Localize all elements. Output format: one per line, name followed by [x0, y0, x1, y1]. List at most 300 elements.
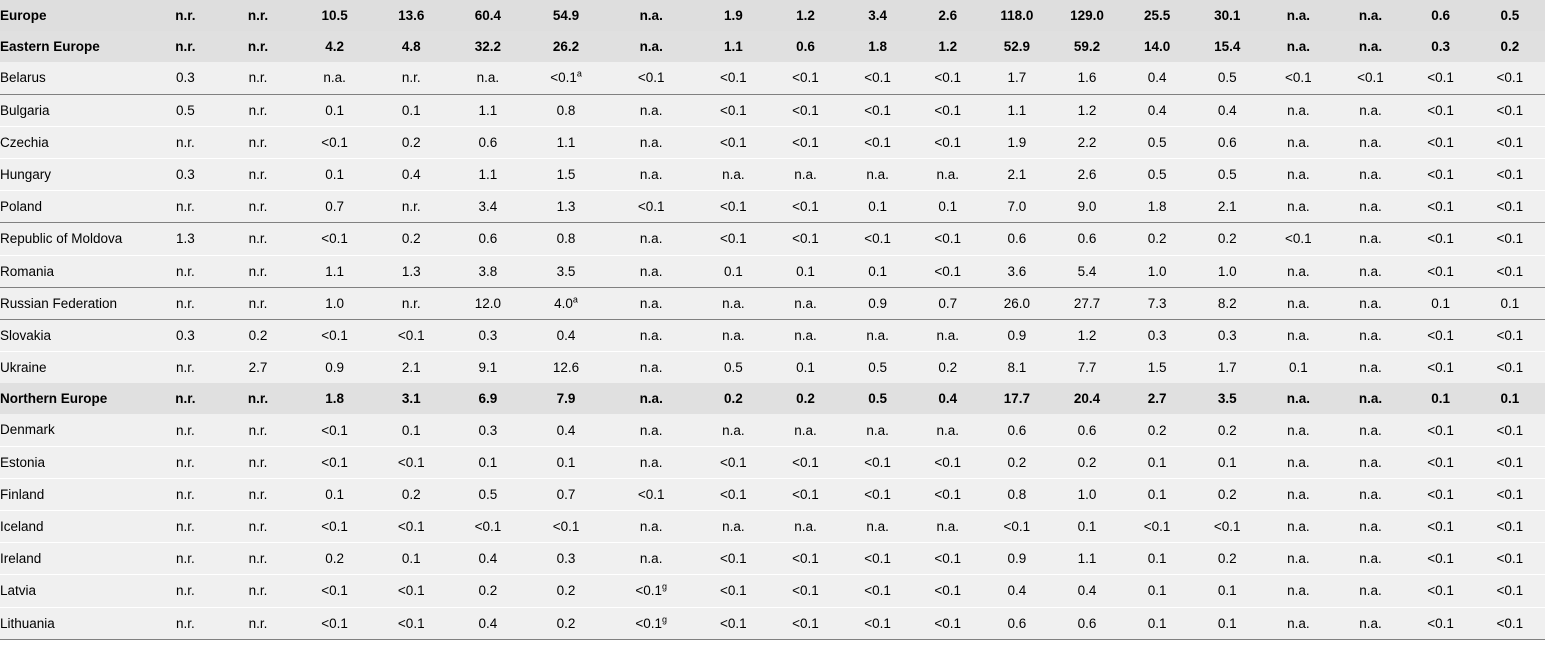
table-cell: <0.1 [1475, 126, 1545, 158]
table-cell: n.a. [605, 319, 697, 351]
table-cell: n.r. [150, 352, 220, 384]
table-cell: <0.1 [605, 478, 697, 510]
table-cell: n.a. [1334, 0, 1406, 31]
table-cell: n.a. [1262, 543, 1334, 575]
table-cell: 0.1 [374, 414, 449, 446]
table-cell: <0.1 [914, 575, 982, 607]
table-cell: 54.9 [527, 0, 605, 31]
table-cell: 9.1 [449, 352, 527, 384]
table-cell: n.r. [220, 0, 295, 31]
table-cell: n.r. [150, 126, 220, 158]
table-cell: n.a. [1334, 543, 1406, 575]
table-cell: 0.9 [842, 287, 914, 319]
table-cell: <0.1 [914, 255, 982, 287]
table-cell: n.a. [1334, 287, 1406, 319]
table-cell: n.r. [374, 287, 449, 319]
table-cell: <0.1$^a$ [527, 62, 605, 94]
table-cell: n.r. [150, 287, 220, 319]
table-cell: n.a. [1334, 255, 1406, 287]
table-cell: n.r. [220, 607, 295, 639]
table-cell: 32.2 [449, 31, 527, 62]
table-cell: n.a. [1262, 94, 1334, 126]
table-cell: 1.1 [1052, 543, 1122, 575]
table-cell: n.a. [1262, 191, 1334, 223]
table-cell: 0.2 [1192, 223, 1262, 255]
row-label: Ireland [0, 543, 150, 575]
table-cell: n.a. [769, 319, 841, 351]
row-label: Ukraine [0, 352, 150, 384]
table-cell: n.a. [914, 511, 982, 543]
row-label: Estonia [0, 446, 150, 478]
table-cell: <0.1 [1407, 478, 1475, 510]
table-cell: 4.0$^a$ [527, 287, 605, 319]
table-cell: n.a. [605, 383, 697, 414]
table-cell: <0.1 [296, 446, 374, 478]
table-cell: n.r. [150, 255, 220, 287]
table-cell: 8.2 [1192, 287, 1262, 319]
table-cell: 1.0 [1122, 255, 1192, 287]
table-row [0, 575, 1545, 607]
table-cell: <0.1 [1475, 575, 1545, 607]
table-cell: n.a. [914, 158, 982, 190]
table-cell: 1.8 [842, 31, 914, 62]
table-cell: 129.0 [1052, 0, 1122, 31]
table-cell: n.r. [220, 62, 295, 94]
table-cell: 3.6 [982, 255, 1052, 287]
table-cell: 2.7 [1122, 383, 1192, 414]
table-cell: <0.1 [769, 607, 841, 639]
table-cell: 0.2 [374, 223, 449, 255]
table-cell: 0.1 [1475, 383, 1545, 414]
table-cell: 0.3 [1192, 319, 1262, 351]
table-cell: 1.0 [1192, 255, 1262, 287]
table-cell: n.a. [605, 94, 697, 126]
table-cell: n.r. [220, 575, 295, 607]
table-cell: n.r. [150, 0, 220, 31]
table-cell: <0.1 [1407, 575, 1475, 607]
table-cell: <0.1 [1475, 446, 1545, 478]
table-cell: <0.1 [914, 607, 982, 639]
table-cell: <0.1 [1407, 94, 1475, 126]
table-cell: 3.5 [1192, 383, 1262, 414]
table-cell: 0.2 [220, 319, 295, 351]
table-cell: <0.1 [1475, 94, 1545, 126]
table-cell: n.a. [1262, 126, 1334, 158]
table-cell: 0.3 [1122, 319, 1192, 351]
table-cell: 0.9 [982, 319, 1052, 351]
table-cell: <0.1 [374, 607, 449, 639]
row-label: Czechia [0, 126, 150, 158]
table-cell: 0.5 [697, 352, 769, 384]
table-cell: 0.2 [982, 446, 1052, 478]
table-cell: <0.1 [1475, 255, 1545, 287]
table-cell: 0.6 [1052, 414, 1122, 446]
table-cell: <0.1 [982, 511, 1052, 543]
table-cell: n.r. [220, 383, 295, 414]
table-cell: 0.7 [527, 478, 605, 510]
table-cell: 12.6 [527, 352, 605, 384]
table-cell: 0.1 [1052, 511, 1122, 543]
table-cell: n.a. [605, 446, 697, 478]
table-cell: 1.1 [449, 94, 527, 126]
table-cell: 26.2 [527, 31, 605, 62]
table-cell: n.r. [220, 511, 295, 543]
table-cell: <0.1 [697, 62, 769, 94]
table-cell: n.a. [1334, 607, 1406, 639]
table-cell: 0.1 [842, 191, 914, 223]
table-cell: <0.1 [1407, 543, 1475, 575]
table-cell: n.r. [150, 383, 220, 414]
table-row [0, 319, 1545, 351]
table-cell: 0.2 [449, 575, 527, 607]
table-cell: 0.2 [527, 575, 605, 607]
table-cell: n.a. [605, 31, 697, 62]
row-label: Republic of Moldova [0, 223, 150, 255]
table-cell: 0.1 [1122, 446, 1192, 478]
table-cell: n.a. [1262, 319, 1334, 351]
table-cell: n.a. [1262, 0, 1334, 31]
table-cell: n.a. [1262, 575, 1334, 607]
table-cell: 0.1 [769, 255, 841, 287]
table-cell: 118.0 [982, 0, 1052, 31]
table-cell: 3.4 [842, 0, 914, 31]
table-cell: <0.1 [1407, 414, 1475, 446]
table-cell: 0.6 [1052, 607, 1122, 639]
table-cell: 6.9 [449, 383, 527, 414]
table-cell: <0.1 [769, 223, 841, 255]
table-cell: 2.2 [1052, 126, 1122, 158]
table-cell: 1.1 [982, 94, 1052, 126]
table-cell: <0.1 [1475, 478, 1545, 510]
table-cell: <0.1 [605, 191, 697, 223]
table-cell: 0.1 [296, 478, 374, 510]
table-row [0, 543, 1545, 575]
table-cell: n.a. [1262, 287, 1334, 319]
table-cell: 15.4 [1192, 31, 1262, 62]
table-cell: 1.7 [982, 62, 1052, 94]
table-cell: <0.1 [914, 478, 982, 510]
table-cell: 2.6 [1052, 158, 1122, 190]
table-cell: <0.1 [1475, 607, 1545, 639]
table-cell: 13.6 [374, 0, 449, 31]
table-cell: 1.1 [527, 126, 605, 158]
table-cell: n.a. [914, 414, 982, 446]
table-cell: <0.1 [1407, 511, 1475, 543]
table-cell: 1.2 [914, 31, 982, 62]
table-cell: n.a. [1334, 319, 1406, 351]
table-cell: <0.1 [769, 575, 841, 607]
table-cell: 0.1 [1407, 383, 1475, 414]
table-cell: 0.2 [527, 607, 605, 639]
table-cell: 0.6 [982, 607, 1052, 639]
table-cell: <0.1 [697, 575, 769, 607]
table-cell: n.r. [220, 31, 295, 62]
table-cell: 8.1 [982, 352, 1052, 384]
table-cell: n.a. [769, 511, 841, 543]
table-cell: <0.1 [1475, 319, 1545, 351]
table-cell: 0.6 [1192, 126, 1262, 158]
table-cell: n.r. [220, 191, 295, 223]
table-cell: 0.1 [769, 352, 841, 384]
table-cell: 0.2 [374, 478, 449, 510]
table-cell: <0.1 [914, 126, 982, 158]
table-cell: n.a. [605, 543, 697, 575]
table-cell: n.r. [220, 478, 295, 510]
table-cell: n.a. [1262, 607, 1334, 639]
table-cell: 0.6 [449, 126, 527, 158]
table-cell: 0.2 [697, 383, 769, 414]
table-cell: 30.1 [1192, 0, 1262, 31]
table-cell: <0.1 [1407, 255, 1475, 287]
table-cell: n.r. [220, 158, 295, 190]
table-cell: <0.1 [842, 543, 914, 575]
row-label: Russian Federation [0, 287, 150, 319]
table-cell: <0.1 [769, 543, 841, 575]
table-cell: <0.1 [1475, 414, 1545, 446]
table-cell: 1.5 [1122, 352, 1192, 384]
table-cell: n.a. [1334, 511, 1406, 543]
table-cell: n.a. [605, 223, 697, 255]
table-cell: n.a. [1262, 478, 1334, 510]
table-cell: <0.1 [1334, 62, 1406, 94]
table-cell: 0.1 [527, 446, 605, 478]
table-cell: n.a. [1262, 383, 1334, 414]
table-cell: 0.1 [914, 191, 982, 223]
row-label: Iceland [0, 511, 150, 543]
table-row [0, 0, 1545, 31]
table-cell: 0.5 [1122, 158, 1192, 190]
table-cell: n.a. [842, 158, 914, 190]
table-cell: 9.0 [1052, 191, 1122, 223]
table-cell: <0.1 [697, 126, 769, 158]
table-cell: 4.8 [374, 31, 449, 62]
table-cell: 0.7 [914, 287, 982, 319]
table-cell: <0.1 [1475, 223, 1545, 255]
table-cell: 0.1 [1407, 287, 1475, 319]
table-cell: 0.9 [296, 352, 374, 384]
table-cell: 0.5 [1192, 158, 1262, 190]
table-cell: n.a. [1262, 511, 1334, 543]
table-cell: n.a. [769, 287, 841, 319]
table-row [0, 478, 1545, 510]
table-cell: 2.7 [220, 352, 295, 384]
table-cell: <0.1 [842, 94, 914, 126]
table-cell: 0.6 [982, 223, 1052, 255]
table-cell: 0.4 [1192, 94, 1262, 126]
table-cell: <0.1 [1407, 607, 1475, 639]
table-cell: n.r. [150, 543, 220, 575]
table-cell: 0.3 [449, 319, 527, 351]
table-cell: 1.9 [982, 126, 1052, 158]
table-cell: n.r. [150, 575, 220, 607]
table-cell: 1.3 [527, 191, 605, 223]
table-cell: 1.3 [150, 223, 220, 255]
table-cell: 1.2 [1052, 94, 1122, 126]
table-cell: n.a. [605, 0, 697, 31]
table-cell: n.a. [1334, 126, 1406, 158]
table-cell: <0.1 [697, 94, 769, 126]
table-cell: 2.6 [914, 0, 982, 31]
table-cell: n.a. [605, 352, 697, 384]
table-cell: <0.1 [1262, 62, 1334, 94]
table-cell: <0.1 [914, 543, 982, 575]
table-cell: 1.6 [1052, 62, 1122, 94]
table-cell: n.a. [1334, 94, 1406, 126]
table-cell: 1.8 [296, 383, 374, 414]
row-label: Denmark [0, 414, 150, 446]
table-cell: n.a. [1262, 255, 1334, 287]
table-cell: n.r. [150, 511, 220, 543]
table-cell: 2.1 [374, 352, 449, 384]
table-cell: n.a. [769, 414, 841, 446]
table-row [0, 383, 1545, 414]
table-cell: <0.1 [1475, 158, 1545, 190]
table-cell: 1.7 [1192, 352, 1262, 384]
table-cell: 3.5 [527, 255, 605, 287]
table-cell: n.r. [150, 446, 220, 478]
table-cell: 0.4 [914, 383, 982, 414]
table-row [0, 352, 1545, 384]
table-cell: 0.4 [1122, 94, 1192, 126]
table-cell: n.a. [1334, 191, 1406, 223]
table-cell: 0.4 [449, 543, 527, 575]
table-cell: n.r. [150, 607, 220, 639]
table-cell: n.a. [697, 414, 769, 446]
table-cell: 1.8 [1122, 191, 1192, 223]
table-cell: 7.3 [1122, 287, 1192, 319]
table-cell: 0.5 [842, 352, 914, 384]
table-cell: 2.1 [982, 158, 1052, 190]
table-row [0, 191, 1545, 223]
table-cell: 0.1 [1122, 478, 1192, 510]
table-cell: 0.8 [982, 478, 1052, 510]
row-label: Romania [0, 255, 150, 287]
table-row [0, 255, 1545, 287]
table-cell: n.a. [605, 511, 697, 543]
table-cell: 0.8 [527, 223, 605, 255]
table-cell: 10.5 [296, 0, 374, 31]
table-cell: n.a. [697, 287, 769, 319]
table-row [0, 607, 1545, 639]
table-cell: <0.1 [296, 414, 374, 446]
footnote-marker: g [662, 614, 668, 625]
table-cell: <0.1 [914, 94, 982, 126]
table-cell: 0.6 [1407, 0, 1475, 31]
table-cell: <0.1 [296, 607, 374, 639]
table-cell: 0.2 [1192, 478, 1262, 510]
table-cell: 0.8 [527, 94, 605, 126]
table-cell: 0.2 [374, 126, 449, 158]
table-cell: n.a. [1334, 223, 1406, 255]
row-label: Hungary [0, 158, 150, 190]
table-cell: 0.4 [982, 575, 1052, 607]
table-cell: 0.6 [449, 223, 527, 255]
table-cell: 0.4 [527, 414, 605, 446]
table-cell: 0.3 [1407, 31, 1475, 62]
table-cell: 0.3 [150, 319, 220, 351]
table-cell: n.a. [842, 511, 914, 543]
table-cell: n.r. [220, 223, 295, 255]
row-label: Bulgaria [0, 94, 150, 126]
table-cell: n.r. [374, 62, 449, 94]
table-cell: <0.1 [527, 511, 605, 543]
table-cell: <0.1$^g$ [605, 575, 697, 607]
table-cell: 0.5 [449, 478, 527, 510]
table-cell: <0.1 [697, 446, 769, 478]
table-cell: <0.1 [769, 126, 841, 158]
table-cell: <0.1 [1407, 62, 1475, 94]
table-cell: 1.5 [527, 158, 605, 190]
table-cell: 0.6 [769, 31, 841, 62]
table-cell: 0.4 [449, 607, 527, 639]
table-cell: n.a. [769, 158, 841, 190]
table-cell: 0.3 [150, 158, 220, 190]
table-cell: n.r. [220, 446, 295, 478]
table-cell: n.r. [150, 191, 220, 223]
table-cell: 0.2 [1052, 446, 1122, 478]
table-cell: <0.1 [842, 575, 914, 607]
table-cell: n.a. [697, 319, 769, 351]
table-cell: <0.1 [842, 126, 914, 158]
table-cell: 1.0 [1052, 478, 1122, 510]
table-cell: <0.1$^g$ [605, 607, 697, 639]
table-cell: n.a. [605, 158, 697, 190]
table-cell: 1.1 [296, 255, 374, 287]
table-cell: n.r. [150, 414, 220, 446]
table-cell: 0.1 [1262, 352, 1334, 384]
table-cell: 1.3 [374, 255, 449, 287]
table-cell: <0.1 [1407, 223, 1475, 255]
table-cell: 7.9 [527, 383, 605, 414]
table-cell: 0.4 [374, 158, 449, 190]
table-cell: 3.4 [449, 191, 527, 223]
table-cell: 0.3 [150, 62, 220, 94]
table-cell: 0.4 [1052, 575, 1122, 607]
table-cell: <0.1 [449, 511, 527, 543]
table-cell: <0.1 [842, 478, 914, 510]
table-cell: <0.1 [842, 223, 914, 255]
table-cell: 0.2 [1192, 414, 1262, 446]
table-row [0, 511, 1545, 543]
table-cell: n.a. [605, 287, 697, 319]
table-cell: <0.1 [605, 62, 697, 94]
table-cell: n.r. [220, 287, 295, 319]
table-cell: 0.3 [449, 414, 527, 446]
table-cell: <0.1 [374, 319, 449, 351]
row-label: Poland [0, 191, 150, 223]
table-cell: 2.1 [1192, 191, 1262, 223]
table-cell: <0.1 [1475, 191, 1545, 223]
table-cell: 7.0 [982, 191, 1052, 223]
table-cell: 0.1 [374, 543, 449, 575]
row-label: Lithuania [0, 607, 150, 639]
table-cell: <0.1 [697, 478, 769, 510]
table-cell: 0.2 [1192, 543, 1262, 575]
table-cell: <0.1 [1407, 319, 1475, 351]
table-row [0, 414, 1545, 446]
table-cell: 0.2 [1122, 223, 1192, 255]
table-row [0, 94, 1545, 126]
table-cell: 0.1 [1192, 607, 1262, 639]
table-cell: 0.1 [697, 255, 769, 287]
table-cell: n.a. [1262, 446, 1334, 478]
table-cell: 1.2 [769, 0, 841, 31]
table-cell: <0.1 [1262, 223, 1334, 255]
table-cell: 1.0 [296, 287, 374, 319]
table-cell: <0.1 [374, 446, 449, 478]
table-cell: <0.1 [769, 94, 841, 126]
table-cell: 0.5 [1475, 0, 1545, 31]
